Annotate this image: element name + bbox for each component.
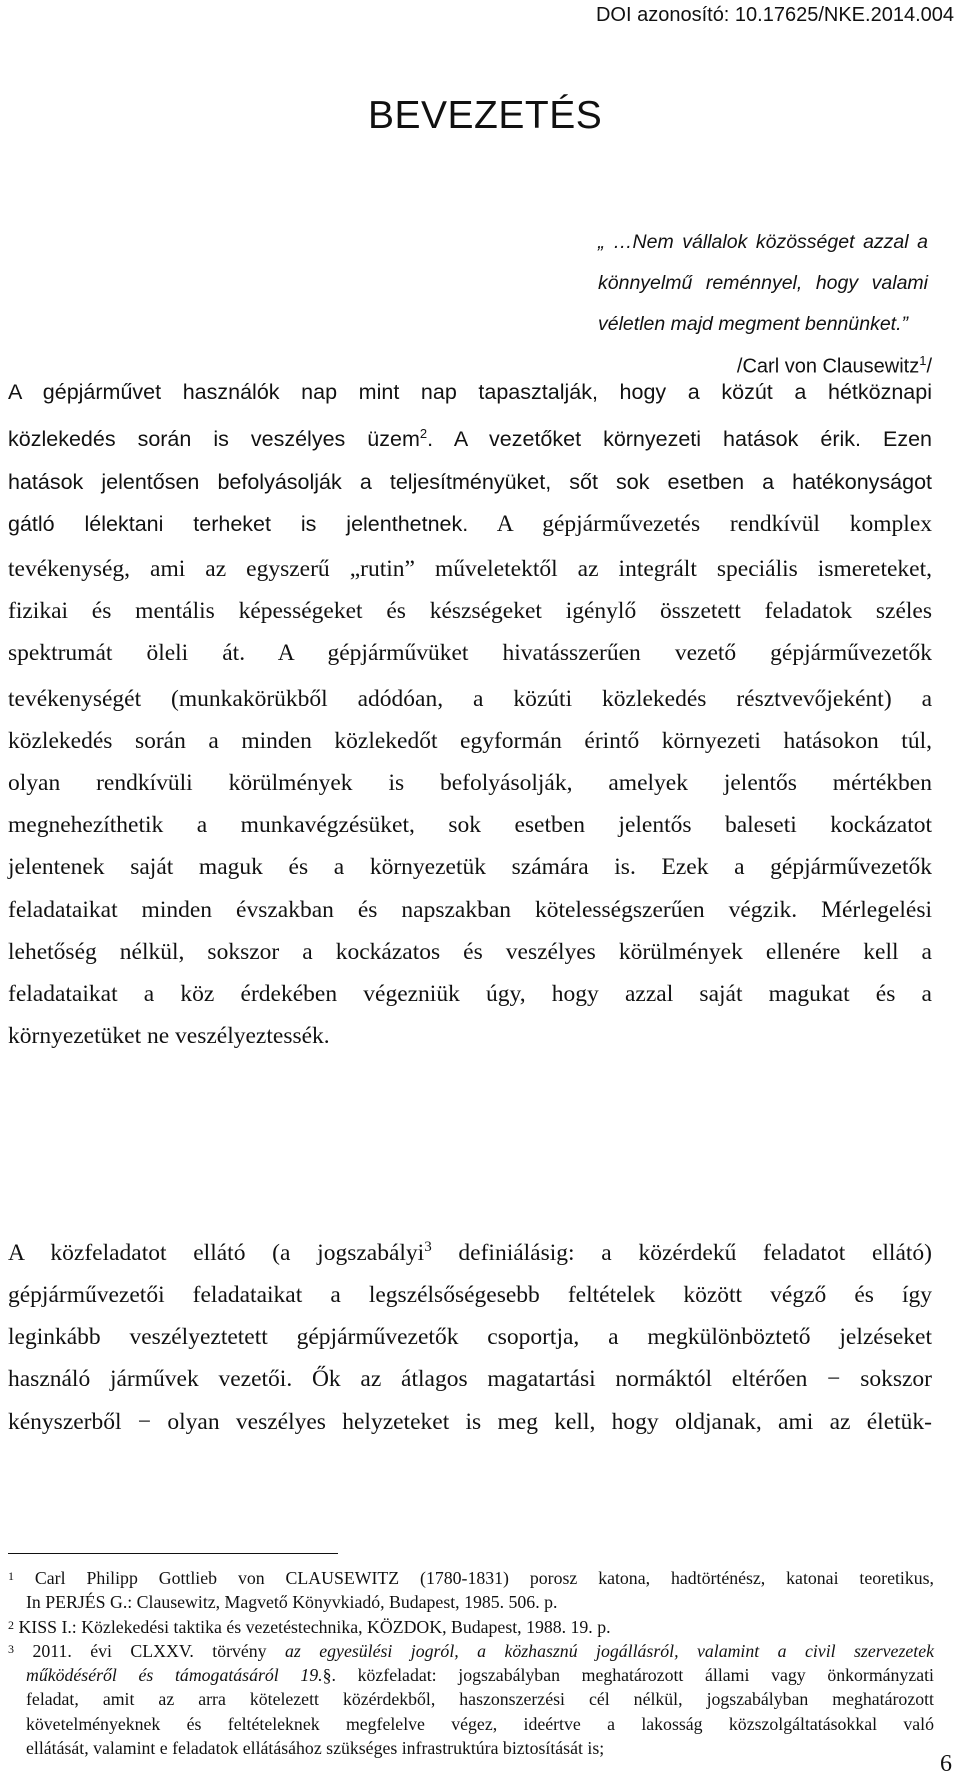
text-line: tevékenységét (munkakörükből adódóan, a közúti közlekedés résztvevőjeként) a bbox=[8, 685, 932, 712]
text-run: spektrumát öleli át. bbox=[8, 640, 246, 667]
footnote-line: ellátását, valamint e feladatok ellátásához szükséges infrastruktúra biztosítását is; bbox=[26, 1738, 605, 1759]
chapter-title: BEVEZETÉS bbox=[368, 94, 603, 137]
footnote-separator bbox=[8, 1553, 338, 1554]
footnote-line bbox=[8, 1663, 934, 1687]
footnote-number: 3 bbox=[8, 1641, 14, 1656]
text-line bbox=[8, 632, 932, 677]
footnote-number: 1 bbox=[8, 1569, 14, 1583]
text-run: közlekedés során is veszélyes üzem bbox=[8, 427, 420, 452]
footnote-1 bbox=[8, 1566, 934, 1615]
text-run: gátló lélektani terheket is jelenthetnek. bbox=[8, 511, 469, 536]
footnote-line: követelményeknek és feltételeknek megfelelve végez, ideértve a lakosság közszolgáltatásokkal való bbox=[26, 1713, 934, 1734]
text-run: A gépjárművüket hivatásszerűen vezető gépjárművezetők bbox=[245, 640, 932, 667]
text-line: olyan rendkívüli körülmények is befolyásolják, amelyek jelentős mértékben bbox=[8, 769, 932, 796]
text-line: használó járművek vezetői. Ők az átlagos magatartási normáktól eltérően − sokszor bbox=[8, 1366, 932, 1393]
text-run: definiálásig: a közérdekű feladatot ellátó) bbox=[431, 1239, 932, 1266]
paragraph-1 bbox=[8, 371, 932, 1057]
motto-author: /Carl von Clausewitz bbox=[736, 355, 920, 378]
footnote-number: 2 bbox=[8, 1617, 14, 1632]
footnote-line bbox=[8, 1566, 934, 1590]
text-line bbox=[8, 503, 932, 548]
footnote-text: §. közfeladat: jogszabályban meghatározott állami vagy önkormányzati bbox=[322, 1665, 934, 1686]
text-run: . A vezetőket környezeti hatások érik. Ezen bbox=[427, 427, 932, 452]
text-line: közlekedés során a minden közlekedőt egyformán érintő környezeti hatásokon túl, bbox=[8, 727, 932, 754]
motto-source-tail: / bbox=[926, 355, 932, 378]
motto-quote bbox=[598, 222, 928, 345]
text-line: feladataikat a köz érdekében végezniük úgy, hogy azzal saját magukat és a bbox=[8, 981, 932, 1007]
text-line: hatások jelentősen befolyásolják a teljesítményüket, sőt sok esetben a hatékonyságot bbox=[8, 469, 932, 494]
text-line: A gépjárművet használók nap mint nap tapasztalják, hogy a közút a hétköznapi bbox=[8, 380, 932, 404]
footnote-2 bbox=[8, 1615, 934, 1639]
footnote-text: KISS I.: Közlekedési taktika és vezetéstechnika, KÖZDOK, Budapest, 1988. 19. p. bbox=[18, 1616, 611, 1637]
text-line: megnehezíthetik a munkavégzésüket, sok esetben jelentős baleseti kockázatot bbox=[8, 812, 932, 839]
page-number: 6 bbox=[940, 1751, 952, 1777]
footnote-ref[interactable]: 2 bbox=[419, 426, 428, 442]
text-line: leginkább veszélyeztetett gépjárművezetők csoportja, a megkülönböztető jelzéseket bbox=[8, 1324, 932, 1351]
text-run: A közfeladatot ellátó (a jogszabályi bbox=[8, 1239, 425, 1266]
text-line: feladataikat minden évszakban és napszakban kötelességszerűen végzik. Mérlegelési bbox=[8, 896, 932, 923]
footnote-ref[interactable]: 3 bbox=[424, 1239, 432, 1255]
footnote-law-title: működéséről és támogatásáról 19. bbox=[26, 1665, 323, 1686]
footnote-line: feladat, amit az arra kötelezett közérdekből, haszonszerzési cél nélkül, jogszabályban meghatározott bbox=[26, 1689, 934, 1710]
text-line bbox=[8, 1226, 932, 1274]
footnote-line bbox=[8, 1615, 934, 1639]
text-line: tevékenység, ami az egyszerű „rutin” műveletektől az integrált speciális ismereteket, bbox=[8, 555, 932, 582]
text-line: gépjárművezetői feladataikat a legszélsőségesebb feltételek között végző és így bbox=[8, 1282, 932, 1309]
text-line: fizikai és mentális képességeket és készségeket igénylő összetett feladatok széles bbox=[8, 598, 932, 625]
motto-line: „ …Nem vállalok közösséget azzal a bbox=[598, 231, 928, 253]
footnote-text: Carl Philipp Gottlieb von CLAUSEWITZ (1780-1831) porosz katona, hadtörténész, katonai teoretikus, bbox=[34, 1568, 934, 1588]
paragraph-2 bbox=[8, 1226, 932, 1443]
footnote-3 bbox=[8, 1639, 934, 1760]
motto-line: könnyelmű reménnyel, hogy valami bbox=[598, 272, 928, 294]
text-line: lehetőség nélkül, sokszor a kockázatos és veszélyes körülmények ellenére kell a bbox=[8, 938, 932, 965]
footnote-law-title: az egyesülési jogról, a közhasznú jogállásról, valamint a civil szervezetek bbox=[285, 1640, 934, 1661]
motto-line: véletlen majd megment bennünket.” bbox=[598, 313, 909, 335]
footnotes bbox=[8, 1566, 934, 1760]
text-line bbox=[8, 413, 932, 460]
footnote-text: 2011. évi CLXXV. törvény bbox=[32, 1640, 286, 1661]
text-line: környezetüket ne veszélyeztessék. bbox=[8, 1023, 330, 1050]
footnote-ref[interactable]: 1 bbox=[919, 353, 927, 368]
text-run: A gépjárművezetés rendkívül komplex bbox=[468, 510, 932, 537]
text-line: jelentenek saját maguk és a környezetük számára is. Ezek a gépjárművezetők bbox=[8, 854, 932, 881]
doi-header: DOI azonosító: 10.17625/NKE.2014.004 bbox=[595, 4, 954, 26]
footnote-line: In PERJÉS G.: Clausewitz, Magvető Könyvkiadó, Budapest, 1985. 506. p. bbox=[26, 1592, 558, 1613]
text-line: kényszerből − olyan veszélyes helyzeteket is meg kell, hogy oldjanak, ami az életük- bbox=[8, 1408, 932, 1435]
footnote-line bbox=[8, 1639, 934, 1663]
